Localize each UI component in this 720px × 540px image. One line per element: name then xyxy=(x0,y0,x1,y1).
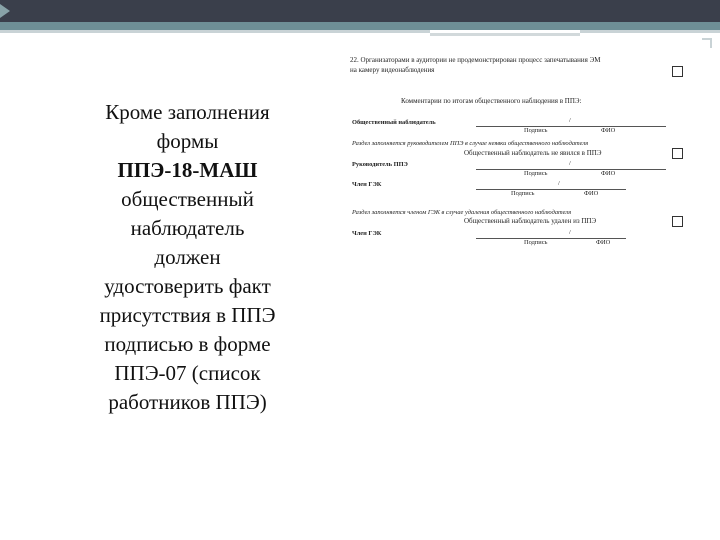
arrow-icon xyxy=(0,4,10,18)
fio-caption: ФИО xyxy=(596,239,611,246)
slide-text-line: присутствия в ППЭ xyxy=(99,303,276,327)
corner-icon xyxy=(702,38,712,48)
slide-text-line: должен xyxy=(154,245,221,269)
top-band-stripe xyxy=(0,22,720,30)
checkbox-icon[interactable] xyxy=(672,66,683,77)
slide-text-line: работников ППЭ) xyxy=(108,390,267,414)
form-item-22-text-2: на камеру видеонаблюдения xyxy=(350,66,435,74)
checkbox-icon[interactable] xyxy=(672,216,683,227)
form-scan xyxy=(346,50,686,260)
slide-text-line: подписью в форме xyxy=(104,332,271,356)
observer-removed-text: Общественный наблюдатель удален из ППЭ xyxy=(464,217,597,225)
signature-caption: Подпись xyxy=(511,190,535,197)
signature-caption: Подпись xyxy=(524,170,548,177)
slide-body-text xyxy=(60,98,315,417)
gek-label: Член ГЭК xyxy=(352,181,382,188)
slash-separator: / xyxy=(569,117,571,124)
top-band-accent-line xyxy=(430,33,580,36)
slide-text-line: ППЭ-07 (список xyxy=(114,361,261,385)
checkbox-icon[interactable] xyxy=(672,148,683,159)
slide-text-line: удостоверить факт xyxy=(104,274,271,298)
slide-text-line: Кроме заполнения xyxy=(105,100,270,124)
section-gek-label: Раздел заполняется членом ГЭК в случае удаления общественного наблюдателя xyxy=(352,209,572,216)
observer-label: Общественный наблюдатель xyxy=(352,119,436,126)
slide-text-line: наблюдатель xyxy=(130,216,245,240)
slide-text-line: формы xyxy=(156,129,219,153)
fio-caption: ФИО xyxy=(584,190,599,197)
slash-separator: / xyxy=(558,180,560,187)
signature-line xyxy=(476,189,626,190)
section-head-label: Раздел заполняется руководителем ППЭ в случае неявки общественного наблюдателя xyxy=(352,140,589,147)
signature-line xyxy=(476,169,666,170)
head-label: Руководитель ППЭ xyxy=(352,161,408,168)
signature-line xyxy=(476,126,666,127)
fio-caption: ФИО xyxy=(601,170,616,177)
signature-caption: Подпись xyxy=(524,127,548,134)
top-band-thin-stripe xyxy=(0,30,720,33)
form-item-22-text: 22. Организаторами в аудитории не продемонстрирован процесс запечатывания ЭМ xyxy=(350,56,601,64)
slide-text-line: общественный xyxy=(121,187,254,211)
gek-label: Член ГЭК xyxy=(352,230,382,237)
fio-caption: ФИО xyxy=(601,127,616,134)
slash-separator: / xyxy=(569,160,571,167)
form-code: ППЭ-18-МАШ xyxy=(117,158,258,182)
slash-separator: / xyxy=(569,229,571,236)
signature-caption: Подпись xyxy=(524,239,548,246)
comments-title: Комментарии по итогам общественного наблюдения в ППЭ: xyxy=(401,97,582,105)
observer-no-show-text: Общественный наблюдатель не явился в ППЭ xyxy=(464,149,602,157)
top-band xyxy=(0,0,720,22)
